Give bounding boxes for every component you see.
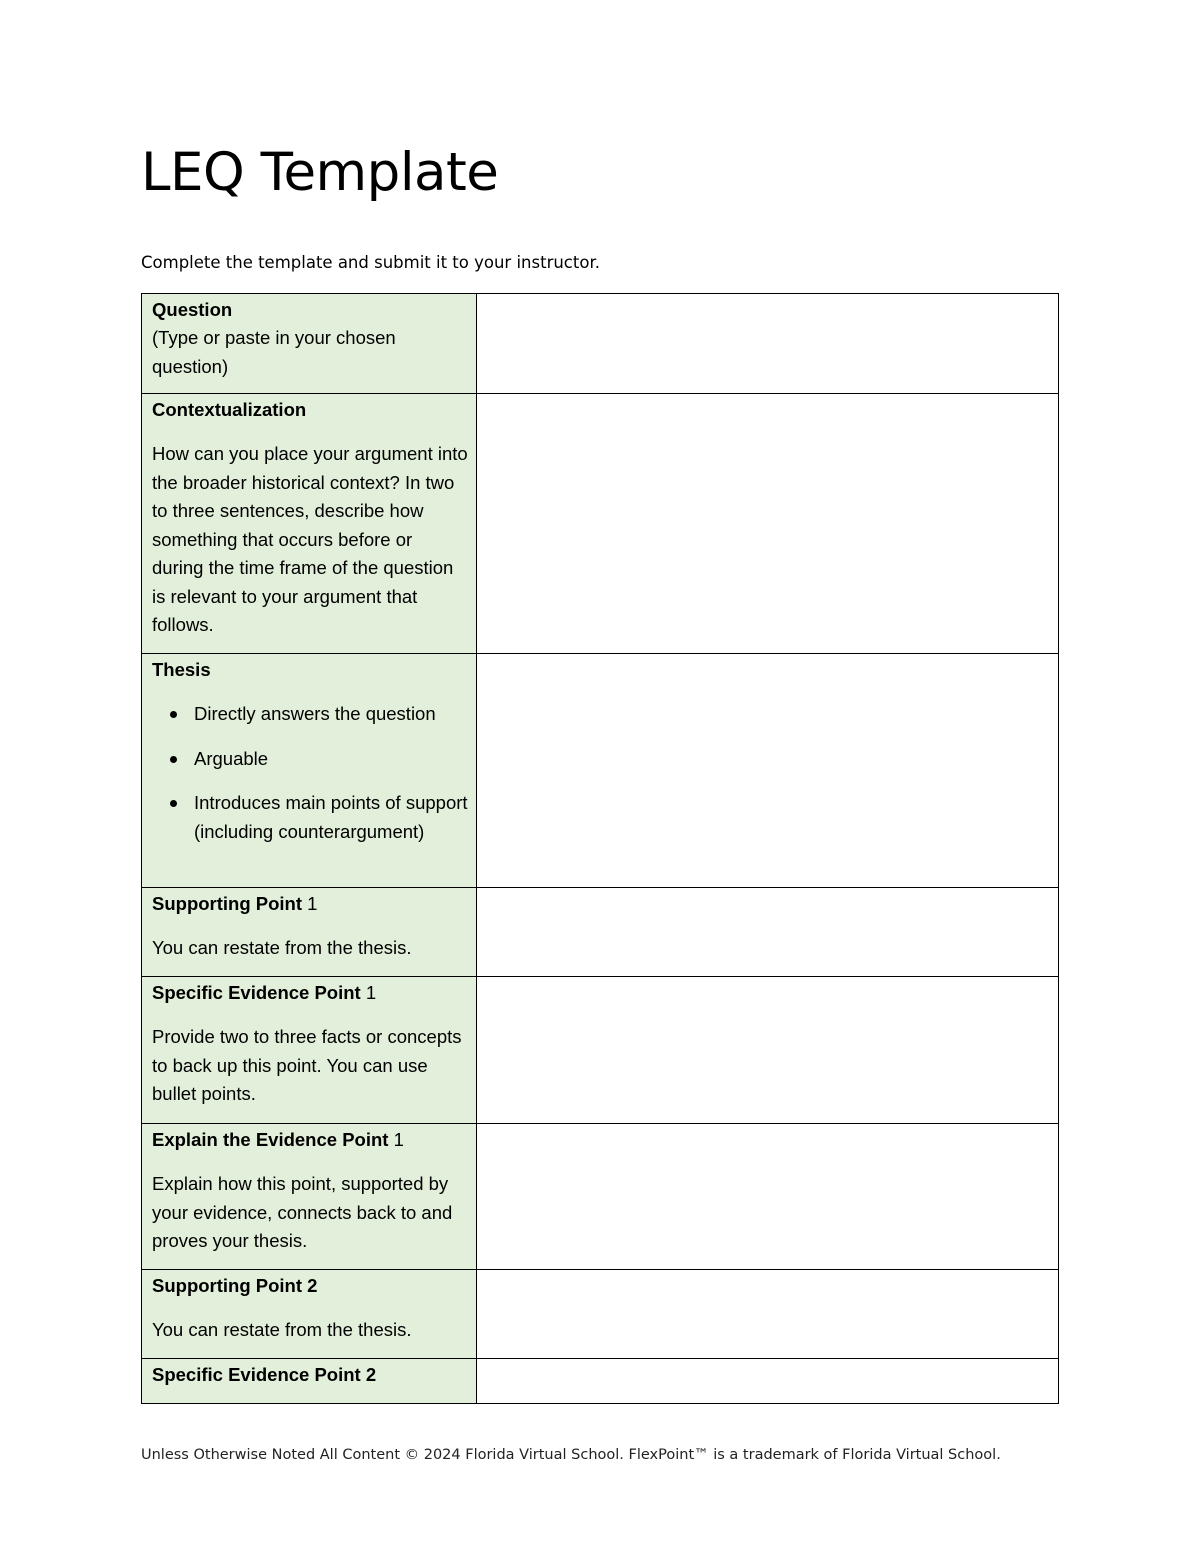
copyright-footer: Unless Otherwise Noted All Content © 2024 Florida Virtual School. FlexPoint™ is a trademark of Florida Virtual School. bbox=[141, 1447, 1001, 1463]
explain-evidence-1-heading bbox=[152, 1126, 468, 1154]
thesis-criterion-3: Introduces main points of support (including counterargument) bbox=[194, 792, 468, 842]
supporting-point-1-heading-text: Supporting Point bbox=[152, 893, 308, 914]
supporting-point-2-answer-field[interactable] bbox=[477, 1270, 1059, 1359]
bullet-icon bbox=[170, 711, 177, 718]
table-row-supporting-point-1 bbox=[142, 888, 1059, 977]
question-label-cell bbox=[142, 294, 477, 394]
contextualization-hint: How can you place your argument into the broader historical context? In two to three sentences, describe how something that occurs before or during the time frame of the question is relevant to your argument that follows. bbox=[152, 443, 468, 635]
thesis-answer-field[interactable] bbox=[477, 654, 1059, 888]
specific-evidence-1-heading bbox=[152, 979, 468, 1007]
specific-evidence-1-number: 1 bbox=[365, 982, 377, 1003]
instructions-text: Complete the template and submit it to your instructor. bbox=[141, 253, 600, 272]
table-row-thesis bbox=[142, 654, 1059, 888]
list-item bbox=[194, 789, 468, 846]
table-row-supporting-point-2 bbox=[142, 1270, 1059, 1359]
question-answer-field[interactable] bbox=[477, 294, 1059, 394]
supporting-point-2-label-cell bbox=[142, 1270, 477, 1359]
specific-evidence-2-answer-field[interactable] bbox=[477, 1359, 1059, 1404]
page-title: LEQ Template bbox=[141, 142, 499, 203]
question-heading: Question bbox=[152, 299, 233, 320]
table-row-specific-evidence-1 bbox=[142, 977, 1059, 1124]
specific-evidence-1-answer-field[interactable] bbox=[477, 977, 1059, 1124]
supporting-point-2-hint: You can restate from the thesis. bbox=[152, 1319, 412, 1340]
table-row-question bbox=[142, 294, 1059, 394]
specific-evidence-1-hint: Provide two to three facts or concepts to back up this point. You can use bullet points. bbox=[152, 1026, 462, 1104]
specific-evidence-2-label-cell bbox=[142, 1359, 477, 1404]
explain-evidence-1-label-cell bbox=[142, 1124, 477, 1270]
list-item bbox=[194, 745, 468, 774]
contextualization-heading: Contextualization bbox=[152, 399, 307, 420]
specific-evidence-1-heading-text: Specific Evidence Point bbox=[152, 982, 366, 1003]
specific-evidence-1-label-cell bbox=[142, 977, 477, 1124]
list-item bbox=[194, 700, 468, 729]
contextualization-answer-field[interactable] bbox=[477, 394, 1059, 654]
supporting-point-1-answer-field[interactable] bbox=[477, 888, 1059, 977]
supporting-point-2-heading: Supporting Point 2 bbox=[152, 1275, 318, 1296]
contextualization-label-cell bbox=[142, 394, 477, 654]
table-row-explain-evidence-1 bbox=[142, 1124, 1059, 1270]
thesis-criteria-list bbox=[152, 700, 468, 846]
leq-template-table bbox=[141, 293, 1059, 1404]
thesis-criterion-2: Arguable bbox=[194, 747, 269, 769]
explain-evidence-1-hint: Explain how this point, supported by your evidence, connects back to and proves your thesis. bbox=[152, 1173, 453, 1251]
thesis-criterion-1: Directly answers the question bbox=[194, 703, 436, 724]
bullet-icon bbox=[170, 756, 177, 763]
supporting-point-1-hint: You can restate from the thesis. bbox=[152, 937, 412, 958]
explain-evidence-1-answer-field[interactable] bbox=[477, 1124, 1059, 1270]
table-row-contextualization bbox=[142, 394, 1059, 654]
thesis-label-cell bbox=[142, 654, 477, 888]
table-row-specific-evidence-2 bbox=[142, 1359, 1059, 1404]
supporting-point-1-label-cell bbox=[142, 888, 477, 977]
specific-evidence-2-heading: Specific Evidence Point 2 bbox=[152, 1364, 377, 1385]
supporting-point-1-heading bbox=[152, 890, 468, 918]
question-hint: (Type or paste in your chosen question) bbox=[152, 327, 396, 377]
supporting-point-1-number: 1 bbox=[307, 893, 318, 914]
explain-evidence-1-number: 1 bbox=[393, 1129, 404, 1150]
explain-evidence-1-heading-text: Explain the Evidence Point bbox=[152, 1129, 394, 1150]
thesis-heading: Thesis bbox=[152, 659, 211, 680]
bullet-icon bbox=[170, 800, 177, 807]
